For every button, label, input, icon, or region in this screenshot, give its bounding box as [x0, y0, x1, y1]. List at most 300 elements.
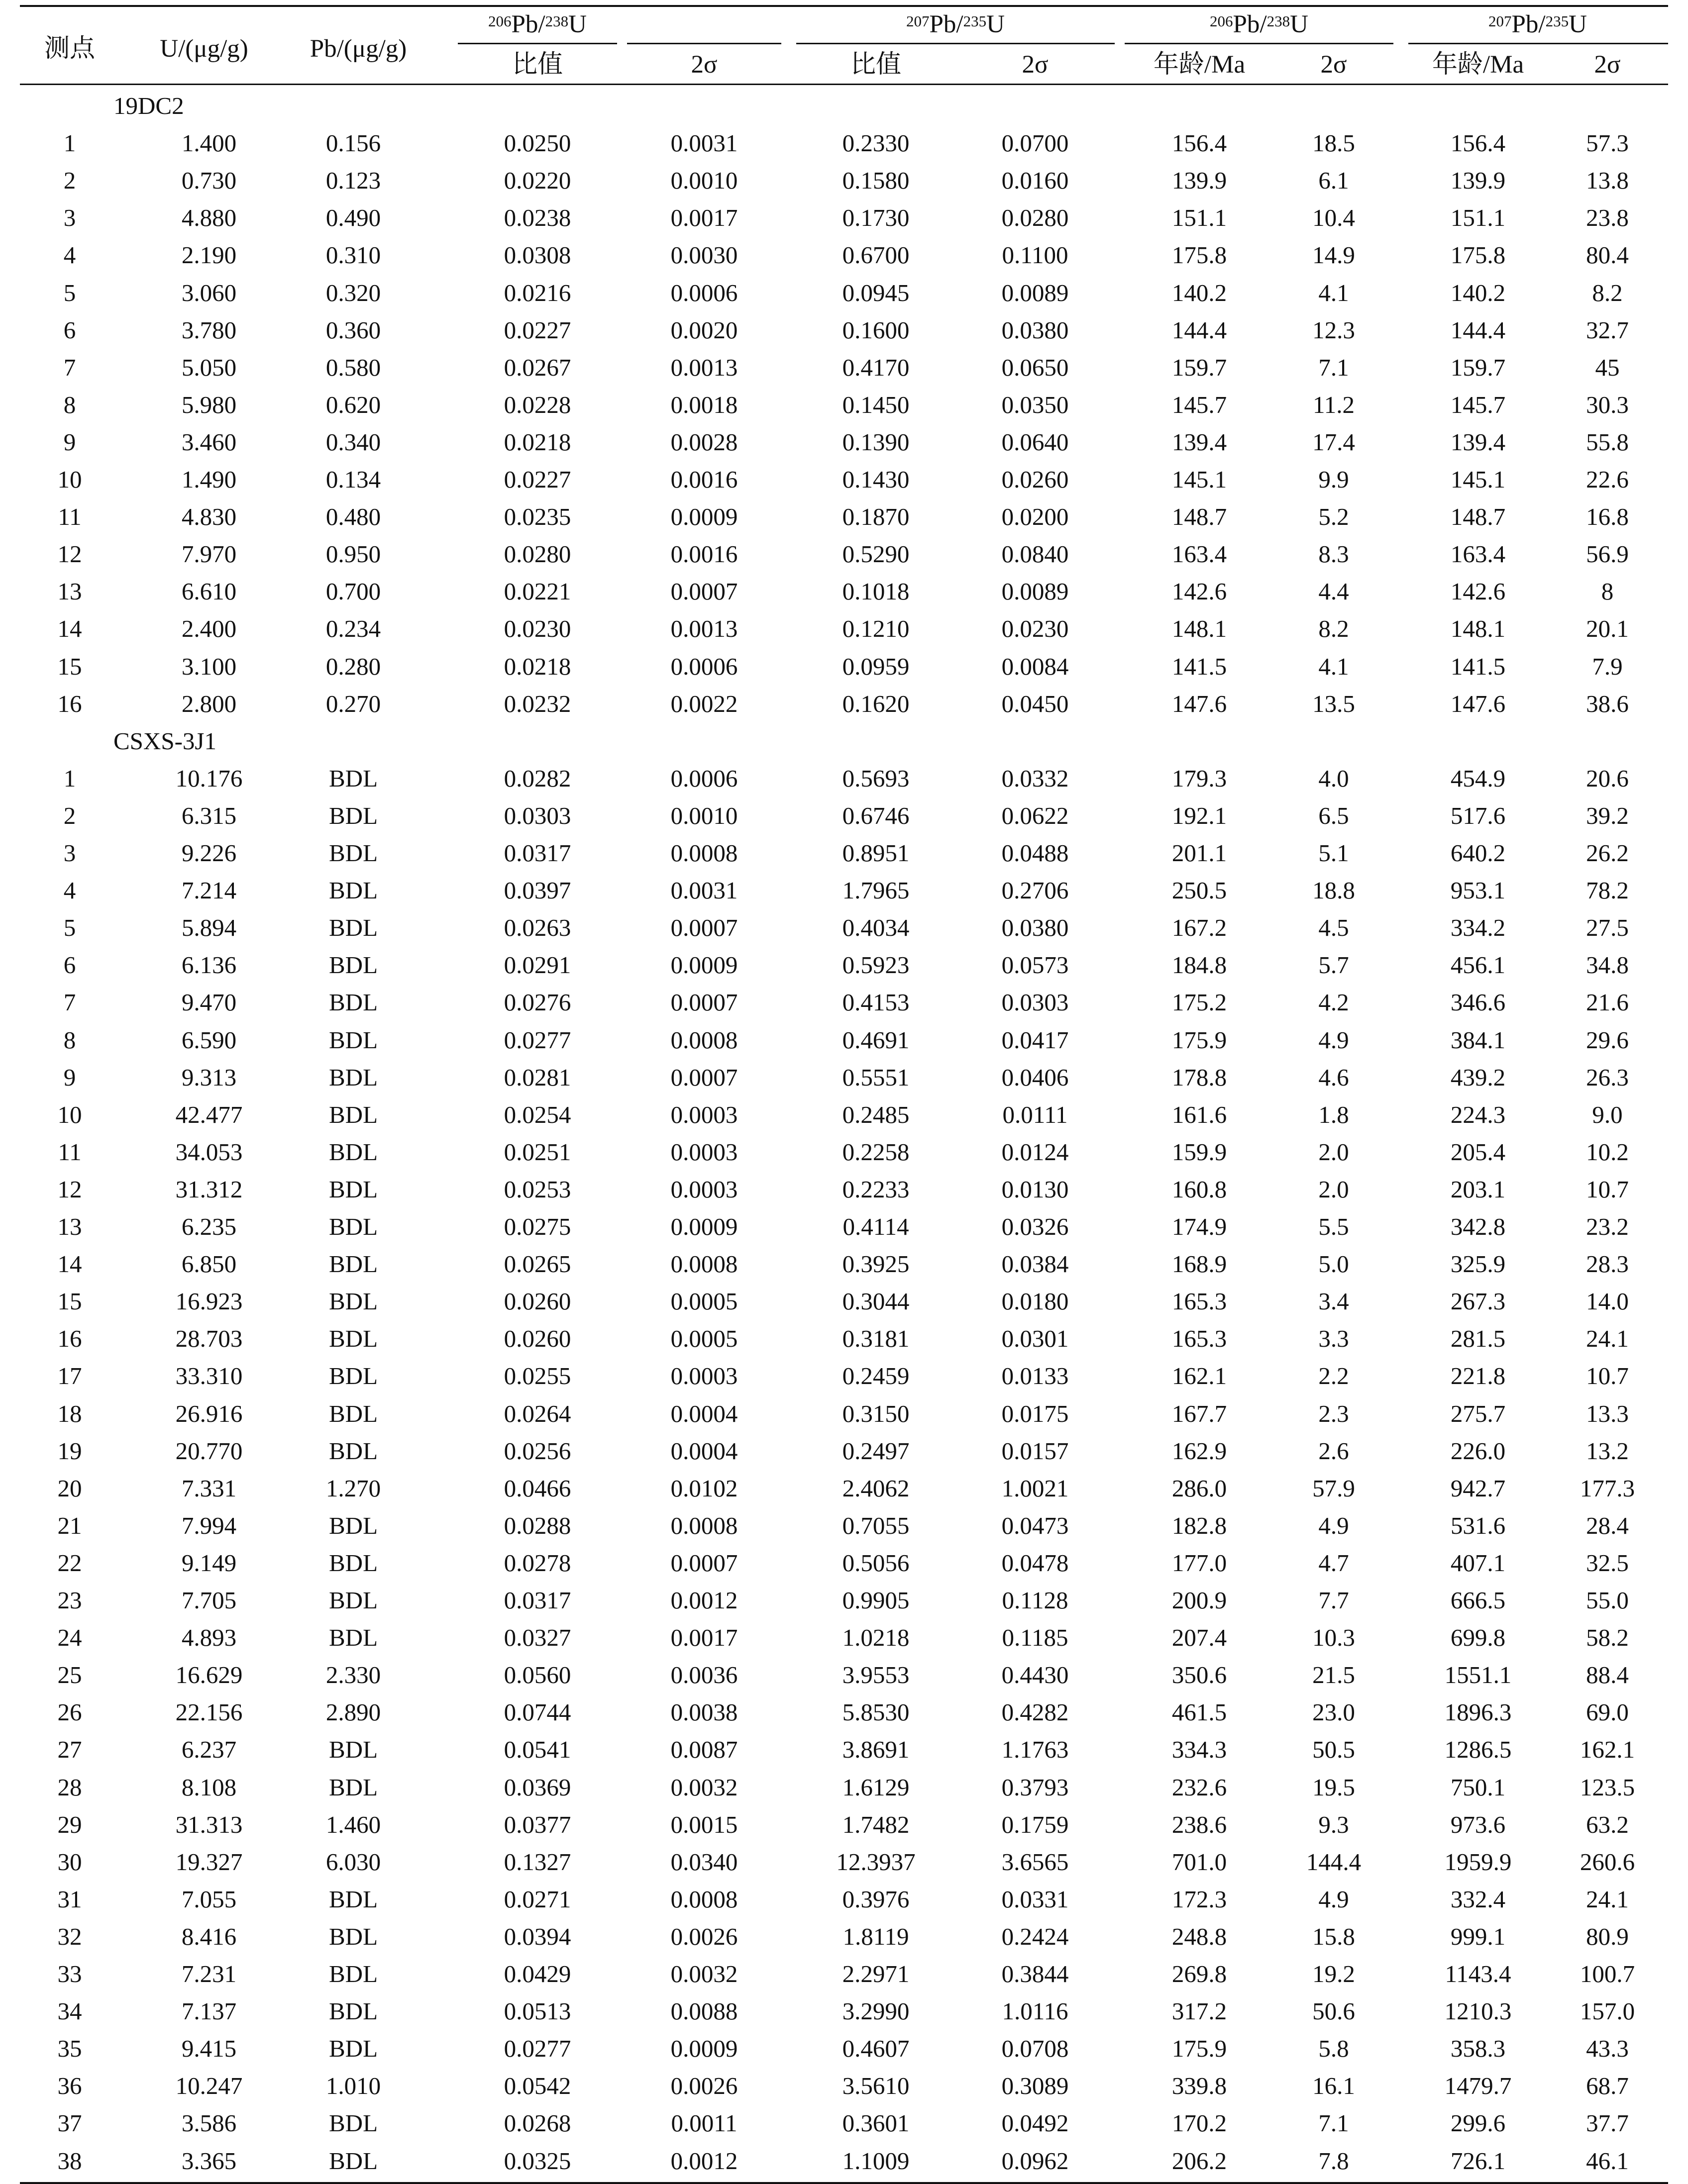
- cell-age-sigma-206-238: 2.3: [1318, 1399, 1349, 1427]
- cell-age-207-235: 141.5: [1450, 652, 1506, 680]
- subheader-ratio-1: 比值: [512, 51, 563, 79]
- cell-pb: BDL: [329, 951, 378, 979]
- cell-ratio-206-238: 0.0308: [504, 241, 571, 269]
- cell-ratio-206-238: 0.0221: [504, 578, 571, 605]
- cell-age-sigma-207-235: 37.7: [1586, 2109, 1629, 2137]
- cell-pb: BDL: [329, 1026, 378, 1054]
- cell-age-207-235: 156.4: [1450, 129, 1506, 157]
- cell-age-sigma-206-238: 12.3: [1312, 316, 1355, 344]
- cell-pb: 0.580: [325, 353, 381, 381]
- cell-age-206-238: 161.6: [1171, 1100, 1227, 1128]
- cell-age-sigma-206-238: 7.8: [1318, 2147, 1349, 2175]
- cell-age-sigma-206-238: 8.2: [1318, 615, 1349, 643]
- cell-point: 35: [57, 2035, 82, 2063]
- cell-age-sigma-207-235: 23.8: [1586, 204, 1629, 232]
- cell-ratio-206-238: 0.0291: [504, 951, 571, 979]
- cell-age-sigma-206-238: 2.0: [1318, 1175, 1349, 1203]
- cell-age-206-238: 350.6: [1171, 1661, 1227, 1689]
- cell-age-sigma-206-238: 4.1: [1318, 279, 1349, 306]
- cell-u: 7.331: [181, 1474, 237, 1502]
- cell-pb: BDL: [329, 801, 378, 829]
- cell-age-207-235: 407.1: [1450, 1549, 1506, 1577]
- cell-pb: 0.280: [325, 652, 381, 680]
- cell-point: 13: [57, 1213, 82, 1240]
- table-row: [20, 312, 1668, 349]
- cell-pb: BDL: [329, 1773, 378, 1801]
- cell-ratio-207-235: 5.8530: [842, 1698, 910, 1726]
- cell-sigma-206-238: 0.0013: [670, 615, 738, 643]
- cell-age-207-235: 531.6: [1450, 1511, 1506, 1539]
- cell-pb: BDL: [329, 1587, 378, 1614]
- cell-age-sigma-207-235: 38.6: [1586, 690, 1629, 717]
- cell-pb: BDL: [329, 1250, 378, 1278]
- cell-ratio-207-235: 0.4114: [843, 1213, 909, 1240]
- cell-age-207-235: 325.9: [1450, 1250, 1506, 1278]
- cell-pb: 6.030: [325, 1848, 381, 1876]
- cell-sigma-207-235: 0.0708: [1001, 2035, 1069, 2063]
- cell-u: 7.214: [181, 877, 237, 904]
- cell-u: 28.703: [175, 1325, 243, 1353]
- cell-pb: BDL: [329, 2035, 378, 2063]
- table-row: [20, 237, 1668, 274]
- table-row: [20, 1433, 1668, 1470]
- cell-pb: BDL: [329, 1997, 378, 2025]
- cell-point: 28: [57, 1773, 82, 1801]
- cell-sigma-206-238: 0.0032: [670, 1960, 738, 1987]
- cell-sigma-206-238: 0.0007: [670, 578, 738, 605]
- table-row: [20, 1320, 1668, 1358]
- cell-sigma-206-238: 0.0003: [670, 1362, 738, 1390]
- cell-pb: 0.134: [325, 466, 381, 493]
- cell-age-206-238: 175.2: [1171, 989, 1227, 1016]
- cell-point: 3: [63, 839, 76, 867]
- cell-age-sigma-206-238: 144.4: [1306, 1848, 1362, 1876]
- cell-pb: BDL: [329, 1399, 378, 1427]
- cell-age-sigma-206-238: 6.5: [1318, 801, 1349, 829]
- cell-sigma-206-238: 0.0004: [670, 1399, 738, 1427]
- cell-age-sigma-207-235: 20.1: [1586, 615, 1629, 643]
- cell-age-207-235: 147.6: [1450, 690, 1506, 717]
- subheader-age-1: 年龄/Ma: [1153, 51, 1246, 79]
- cell-age-sigma-207-235: 7.9: [1592, 652, 1623, 680]
- cell-ratio-207-235: 0.3150: [842, 1399, 910, 1427]
- cell-sigma-207-235: 0.1128: [1002, 1587, 1068, 1614]
- cell-point: 16: [57, 1325, 82, 1353]
- cell-u: 8.108: [181, 1773, 237, 1801]
- cell-sigma-207-235: 0.0622: [1001, 801, 1069, 829]
- cell-age-sigma-206-238: 5.5: [1318, 1213, 1349, 1240]
- cell-age-sigma-206-238: 7.1: [1318, 353, 1349, 381]
- cell-age-207-235: 384.1: [1450, 1026, 1506, 1054]
- cell-age-sigma-207-235: 56.9: [1586, 540, 1629, 568]
- cell-ratio-207-235: 0.4607: [842, 2035, 910, 2063]
- cell-pb: 0.480: [325, 503, 381, 531]
- cell-age-207-235: 145.1: [1450, 466, 1506, 493]
- cell-pb: 0.270: [325, 690, 381, 717]
- cell-ratio-206-238: 0.0317: [504, 1587, 571, 1614]
- cell-sigma-207-235: 0.0962: [1001, 2147, 1069, 2175]
- cell-u: 7.994: [181, 1511, 237, 1539]
- cell-ratio-207-235: 0.2233: [842, 1175, 910, 1203]
- cell-u: 0.730: [181, 167, 237, 195]
- cell-sigma-207-235: 0.0473: [1001, 1511, 1069, 1539]
- cell-ratio-206-238: 0.0278: [504, 1549, 571, 1577]
- cell-age-206-238: 174.9: [1171, 1213, 1227, 1240]
- cell-age-sigma-206-238: 4.5: [1318, 914, 1349, 942]
- cell-age-206-238: 159.9: [1171, 1138, 1227, 1166]
- cell-age-207-235: 750.1: [1450, 1773, 1506, 1801]
- cell-age-sigma-206-238: 23.0: [1312, 1698, 1355, 1726]
- cell-age-sigma-206-238: 17.4: [1312, 428, 1355, 456]
- cell-age-206-238: 165.3: [1171, 1325, 1227, 1353]
- cell-age-sigma-207-235: 28.3: [1586, 1250, 1629, 1278]
- cell-age-sigma-207-235: 21.6: [1586, 989, 1629, 1016]
- cell-age-206-238: 248.8: [1171, 1922, 1227, 1950]
- cell-u: 7.055: [181, 1885, 237, 1913]
- cell-age-206-238: 163.4: [1171, 540, 1227, 568]
- cell-ratio-207-235: 0.1620: [842, 690, 910, 717]
- cell-ratio-206-238: 0.0466: [504, 1474, 571, 1502]
- cell-sigma-207-235: 0.0157: [1001, 1437, 1069, 1465]
- cell-sigma-206-238: 0.0008: [670, 1885, 738, 1913]
- cell-sigma-206-238: 0.0340: [670, 1848, 738, 1876]
- cell-sigma-206-238: 0.0013: [670, 353, 738, 381]
- table-row: [20, 1470, 1668, 1507]
- cell-age-sigma-206-238: 10.4: [1312, 204, 1355, 232]
- cell-pb: BDL: [329, 989, 378, 1016]
- cell-u: 1.400: [181, 129, 237, 157]
- cell-u: 3.365: [181, 2147, 237, 2175]
- cell-pb: BDL: [329, 839, 378, 867]
- cell-age-sigma-206-238: 57.9: [1312, 1474, 1355, 1502]
- cell-ratio-206-238: 0.0560: [504, 1661, 571, 1689]
- table-row: [20, 162, 1668, 199]
- cell-pb: 1.010: [325, 2072, 381, 2100]
- cell-age-sigma-206-238: 4.1: [1318, 652, 1349, 680]
- cell-age-sigma-206-238: 5.2: [1318, 503, 1349, 531]
- cell-pb: 1.460: [325, 1810, 381, 1838]
- cell-age-207-235: 973.6: [1450, 1810, 1506, 1838]
- cell-u: 19.327: [175, 1848, 243, 1876]
- cell-pb: BDL: [329, 764, 378, 792]
- cell-ratio-206-238: 0.0265: [504, 1250, 571, 1278]
- table-row: [20, 1059, 1668, 1096]
- cell-age-sigma-206-238: 11.2: [1313, 391, 1355, 418]
- table-row: [20, 1769, 1668, 1806]
- cell-sigma-206-238: 0.0006: [670, 652, 738, 680]
- cell-pb: 1.270: [325, 1474, 381, 1502]
- cell-point: 31: [57, 1885, 82, 1913]
- cell-u: 9.149: [181, 1549, 237, 1577]
- cell-age-207-235: 1959.9: [1444, 1848, 1512, 1876]
- cell-age-sigma-206-238: 3.3: [1318, 1325, 1349, 1353]
- cell-ratio-207-235: 0.5290: [842, 540, 910, 568]
- cell-ratio-207-235: 2.2971: [842, 1960, 910, 1987]
- cell-age-207-235: 267.3: [1450, 1288, 1506, 1315]
- cell-age-sigma-206-238: 4.4: [1318, 578, 1349, 605]
- cell-age-207-235: 175.8: [1450, 241, 1506, 269]
- cell-ratio-206-238: 0.0377: [504, 1810, 571, 1838]
- cell-age-sigma-206-238: 4.2: [1318, 989, 1349, 1016]
- cell-age-207-235: 1551.1: [1444, 1661, 1512, 1689]
- cell-sigma-207-235: 0.3793: [1001, 1773, 1069, 1801]
- header-ratio-206-238: $^{206}$Pb/$^{238}$U: [488, 10, 587, 38]
- cell-ratio-206-238: 0.0251: [504, 1138, 571, 1166]
- cell-age-sigma-207-235: 10.7: [1586, 1362, 1629, 1390]
- cell-pb: BDL: [329, 1100, 378, 1128]
- cell-ratio-206-238: 0.0542: [504, 2072, 571, 2100]
- cell-age-206-238: 165.3: [1171, 1288, 1227, 1315]
- cell-point: 36: [57, 2072, 82, 2100]
- cell-pb: 0.950: [325, 540, 381, 568]
- cell-ratio-207-235: 0.1580: [842, 167, 910, 195]
- cell-pb: BDL: [329, 1138, 378, 1166]
- table-row: [20, 1731, 1668, 1769]
- cell-age-207-235: 334.2: [1450, 914, 1506, 942]
- cell-ratio-207-235: 0.3976: [842, 1885, 910, 1913]
- cell-age-sigma-207-235: 55.8: [1586, 428, 1629, 456]
- cell-age-207-235: 342.8: [1450, 1213, 1506, 1240]
- cell-age-206-238: 162.9: [1171, 1437, 1227, 1465]
- cell-point: 4: [63, 241, 76, 269]
- cell-ratio-207-235: 0.1018: [842, 578, 910, 605]
- table-row: [20, 984, 1668, 1021]
- cell-age-sigma-207-235: 22.6: [1586, 466, 1629, 493]
- cell-age-206-238: 147.6: [1171, 690, 1227, 717]
- cell-age-207-235: 1479.7: [1444, 2072, 1512, 2100]
- cell-point: 15: [57, 1288, 82, 1315]
- table-row: [20, 909, 1668, 947]
- cell-age-207-235: 163.4: [1450, 540, 1506, 568]
- cell-ratio-206-238: 0.0513: [504, 1997, 571, 2025]
- table-row: [20, 686, 1668, 723]
- cell-pb: BDL: [329, 1960, 378, 1987]
- cell-u: 6.590: [181, 1026, 237, 1054]
- cell-ratio-207-235: 0.4153: [842, 989, 910, 1016]
- cell-pb: BDL: [329, 1325, 378, 1353]
- cell-sigma-207-235: 0.0488: [1001, 839, 1069, 867]
- cell-point: 1: [63, 129, 76, 157]
- cell-sigma-206-238: 0.0003: [670, 1138, 738, 1166]
- cell-ratio-206-238: 0.0256: [504, 1437, 571, 1465]
- cell-age-207-235: 517.6: [1450, 801, 1506, 829]
- cell-pb: BDL: [329, 1437, 378, 1465]
- cell-sigma-207-235: 0.3089: [1001, 2072, 1069, 2100]
- cell-age-207-235: 358.3: [1450, 2035, 1506, 2063]
- cell-age-207-235: 144.4: [1450, 316, 1506, 344]
- cell-pb: 0.234: [325, 615, 381, 643]
- cell-u: 6.315: [181, 801, 237, 829]
- cell-ratio-207-235: 3.9553: [842, 1661, 910, 1689]
- cell-age-207-235: 942.7: [1450, 1474, 1506, 1502]
- cell-ratio-206-238: 0.0235: [504, 503, 571, 531]
- cell-u: 5.980: [181, 391, 237, 418]
- cell-age-sigma-207-235: 45: [1595, 353, 1620, 381]
- cell-point: 14: [57, 615, 82, 643]
- cell-age-206-238: 167.7: [1171, 1399, 1227, 1427]
- cell-ratio-207-235: 0.3601: [842, 2109, 910, 2137]
- cell-age-sigma-207-235: 157.0: [1580, 1997, 1635, 2025]
- cell-sigma-207-235: 0.0492: [1001, 2109, 1069, 2137]
- cell-age-206-238: 175.8: [1171, 241, 1227, 269]
- cell-point: 4: [63, 877, 76, 904]
- cell-age-sigma-207-235: 8: [1601, 578, 1614, 605]
- cell-age-207-235: 139.4: [1450, 428, 1506, 456]
- table-row: [20, 1918, 1668, 1956]
- cell-sigma-207-235: 0.0133: [1001, 1362, 1069, 1390]
- cell-pb: 2.890: [325, 1698, 381, 1726]
- subheader-ratio-2: 比值: [850, 51, 901, 79]
- table-row: [20, 1246, 1668, 1283]
- table-row: [20, 872, 1668, 909]
- cell-u: 7.970: [181, 540, 237, 568]
- cell-ratio-206-238: 0.0744: [504, 1698, 571, 1726]
- cell-pb: BDL: [329, 877, 378, 904]
- cell-age-sigma-206-238: 16.1: [1312, 2072, 1355, 2100]
- cell-pb: 0.360: [325, 316, 381, 344]
- cell-sigma-206-238: 0.0012: [670, 2147, 738, 2175]
- cell-sigma-206-238: 0.0012: [670, 1587, 738, 1614]
- cell-sigma-206-238: 0.0017: [670, 204, 738, 232]
- cell-sigma-207-235: 0.0303: [1001, 989, 1069, 1016]
- table-row: [20, 498, 1668, 536]
- cell-point: 12: [57, 1175, 82, 1203]
- cell-u: 9.226: [181, 839, 237, 867]
- table-row: [20, 1283, 1668, 1320]
- cell-age-207-235: 699.8: [1450, 1624, 1506, 1652]
- cell-age-sigma-206-238: 18.8: [1312, 877, 1355, 904]
- cell-age-sigma-207-235: 16.8: [1586, 503, 1629, 531]
- cell-age-206-238: 177.0: [1171, 1549, 1227, 1577]
- cell-pb: 0.490: [325, 204, 381, 232]
- cell-age-sigma-206-238: 1.8: [1318, 1100, 1349, 1128]
- cell-point: 11: [58, 1138, 82, 1166]
- cell-ratio-207-235: 0.6700: [842, 241, 910, 269]
- cell-ratio-207-235: 0.7055: [842, 1511, 910, 1539]
- cell-u: 34.053: [175, 1138, 243, 1166]
- header-pb: Pb/(μg/g): [310, 35, 407, 63]
- cell-age-207-235: 224.3: [1450, 1100, 1506, 1128]
- cell-age-sigma-206-238: 3.4: [1318, 1288, 1349, 1315]
- cell-u: 26.916: [175, 1399, 243, 1427]
- cell-sigma-207-235: 0.4430: [1001, 1661, 1069, 1689]
- cell-age-206-238: 178.8: [1171, 1063, 1227, 1091]
- table-row: [20, 2143, 1668, 2180]
- table-row: [20, 1582, 1668, 1619]
- cell-ratio-206-238: 0.0288: [504, 1511, 571, 1539]
- cell-age-sigma-206-238: 4.9: [1318, 1885, 1349, 1913]
- cell-sigma-207-235: 1.0116: [1002, 1997, 1068, 2025]
- cell-ratio-206-238: 0.0429: [504, 1960, 571, 1987]
- cell-ratio-207-235: 0.1450: [842, 391, 910, 418]
- cell-age-sigma-206-238: 7.7: [1318, 1587, 1349, 1614]
- cell-age-sigma-207-235: 177.3: [1580, 1474, 1635, 1502]
- cell-age-206-238: 175.9: [1171, 2035, 1227, 2063]
- cell-point: 13: [57, 578, 82, 605]
- cell-sigma-206-238: 0.0030: [670, 241, 738, 269]
- cell-sigma-206-238: 0.0007: [670, 1063, 738, 1091]
- cell-pb: BDL: [329, 1885, 378, 1913]
- cell-age-206-238: 170.2: [1171, 2109, 1227, 2137]
- cell-ratio-206-238: 0.0327: [504, 1624, 571, 1652]
- cell-age-sigma-206-238: 19.2: [1312, 1960, 1355, 1987]
- cell-age-sigma-206-238: 6.1: [1318, 167, 1349, 195]
- cell-pb: BDL: [329, 1922, 378, 1950]
- cell-u: 5.894: [181, 914, 237, 942]
- cell-ratio-206-238: 0.0277: [504, 2035, 571, 2063]
- cell-u: 3.586: [181, 2109, 237, 2137]
- table-row: [20, 1395, 1668, 1433]
- cell-age-sigma-207-235: 57.3: [1586, 129, 1629, 157]
- cell-u: 4.830: [181, 503, 237, 531]
- cell-u: 16.629: [175, 1661, 243, 1689]
- cell-age-207-235: 999.1: [1450, 1922, 1506, 1950]
- cell-age-sigma-207-235: 23.2: [1586, 1213, 1629, 1240]
- table-row: [20, 275, 1668, 312]
- cell-sigma-207-235: 0.0478: [1001, 1549, 1069, 1577]
- cell-sigma-206-238: 0.0006: [670, 764, 738, 792]
- cell-point: 38: [57, 2147, 82, 2175]
- cell-age-sigma-206-238: 5.1: [1318, 839, 1349, 867]
- cell-age-sigma-207-235: 55.0: [1586, 1587, 1629, 1614]
- cell-point: 6: [63, 951, 76, 979]
- cell-ratio-207-235: 0.5056: [842, 1549, 910, 1577]
- header-underline-age1: [1125, 43, 1393, 44]
- cell-age-sigma-207-235: 30.3: [1586, 391, 1629, 418]
- cell-age-207-235: 148.7: [1450, 503, 1506, 531]
- cell-ratio-206-238: 0.0260: [504, 1288, 571, 1315]
- cell-sigma-206-238: 0.0031: [670, 129, 738, 157]
- cell-age-207-235: 139.9: [1450, 167, 1506, 195]
- cell-age-206-238: 339.8: [1171, 2072, 1227, 2100]
- cell-pb: BDL: [329, 2109, 378, 2137]
- cell-age-206-238: 168.9: [1171, 1250, 1227, 1278]
- cell-sigma-207-235: 0.0700: [1001, 129, 1069, 157]
- cell-u: 5.050: [181, 353, 237, 381]
- cell-u: 10.176: [175, 764, 243, 792]
- cell-age-207-235: 151.1: [1450, 204, 1506, 232]
- cell-point: 21: [57, 1511, 82, 1539]
- cell-age-206-238: 269.8: [1171, 1960, 1227, 1987]
- table-row: [20, 387, 1668, 424]
- cell-age-sigma-206-238: 14.9: [1312, 241, 1355, 269]
- cell-point: 7: [63, 353, 76, 381]
- cell-point: 25: [57, 1661, 82, 1689]
- cell-age-206-238: 461.5: [1171, 1698, 1227, 1726]
- cell-sigma-207-235: 0.0180: [1001, 1288, 1069, 1315]
- cell-ratio-207-235: 3.8691: [842, 1736, 910, 1764]
- cell-sigma-207-235: 0.0450: [1001, 690, 1069, 717]
- cell-sigma-206-238: 0.0088: [670, 1997, 738, 2025]
- cell-ratio-206-238: 0.0218: [504, 652, 571, 680]
- cell-ratio-206-238: 0.0369: [504, 1773, 571, 1801]
- cell-sigma-206-238: 0.0008: [670, 1026, 738, 1054]
- cell-sigma-207-235: 0.0350: [1001, 391, 1069, 418]
- cell-pb: 0.700: [325, 578, 381, 605]
- cell-age-sigma-206-238: 4.0: [1318, 764, 1349, 792]
- cell-sigma-207-235: 0.0089: [1001, 279, 1069, 306]
- cell-pb: BDL: [329, 1063, 378, 1091]
- cell-ratio-207-235: 0.3925: [842, 1250, 910, 1278]
- cell-age-sigma-207-235: 80.4: [1586, 241, 1629, 269]
- cell-point: 2: [63, 167, 76, 195]
- cell-sigma-206-238: 0.0009: [670, 1213, 738, 1240]
- cell-u: 7.705: [181, 1587, 237, 1614]
- group-label: 19DC2: [113, 92, 184, 119]
- table-bottom-rule: [20, 2182, 1668, 2184]
- table-row: [20, 125, 1668, 162]
- cell-ratio-206-238: 0.0264: [504, 1399, 571, 1427]
